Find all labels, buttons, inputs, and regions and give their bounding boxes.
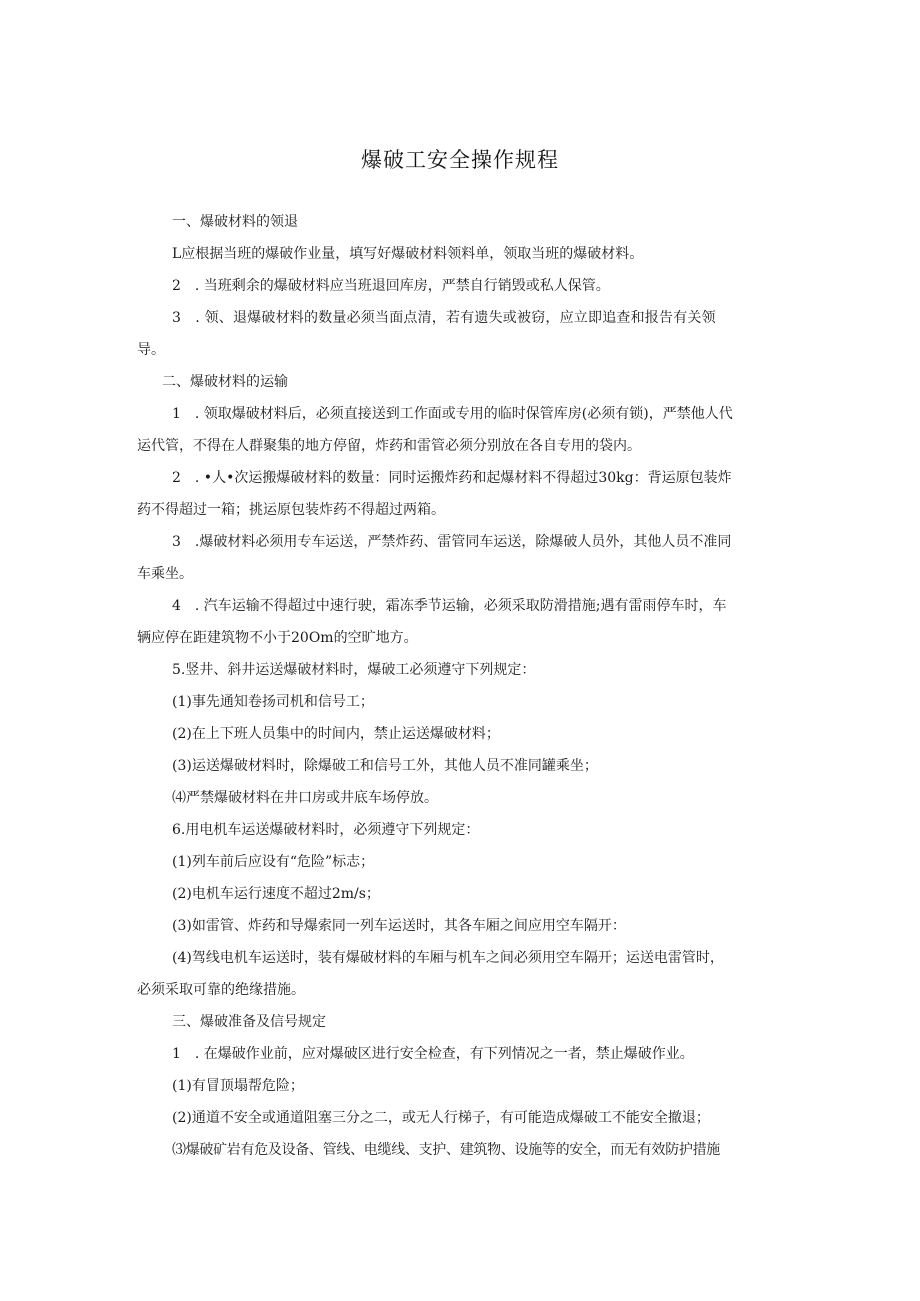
paragraph-line: (2)在上下班人员集中的时间内，禁止运送爆破材料； [172,726,500,742]
paragraph-line: (4)驾线电机车运送时，装有爆破材料的车厢与机车之间必须用空车隔开；运送电雷管时， [172,950,724,966]
section-heading-3: 三、爆破准备及信号规定 [172,1014,326,1030]
paragraph-line: 4 . 汽车运输不得超过中速行驶，霜冻季节运输，必须采取防滑措施;遇有雷雨停车时，车 [172,598,727,614]
paragraph-line: 药不得超过一箱；挑运原包装炸药不得超过两箱。 [137,502,445,518]
paragraph-line: 3 . 领、退爆破材料的数量必须当面点清，若有遗失或被窃，应立即追查和报告有关领 [172,310,716,326]
paragraph-line: 车乘坐。 [137,566,193,582]
paragraph-line: ⑶爆破矿岩有危及设备、管线、电缆线、支护、建筑物、设施等的安全，而无有效防护措施 [172,1142,720,1158]
paragraph-line: (1)有冒顶塌帮危险； [172,1078,304,1094]
section-heading-1: 一、爆破材料的领退 [172,214,298,230]
paragraph-line: 1 . 在爆破作业前，应对爆破区进行安全检查，有下列情况之一者，禁止爆破作业。 [172,1046,694,1062]
paragraph-line: (3)运送爆破材料时，除爆破工和信号工外，其他人员不准同罐乘坐； [172,758,598,774]
paragraph-line: 2 . 当班剩余的爆破材料应当班退回库房，严禁自行销毁或私人保管。 [172,278,610,294]
paragraph-line: 2 . •人•次运搬爆破材料的数量：同时运搬炸药和起爆材料不得超过30kg：背运原包装炸 [172,470,732,486]
paragraph-line: 辆应停在距建筑物不小于20Om的空旷地方。 [137,630,418,646]
section-heading-2: 二、爆破材料的运输 [162,374,288,390]
page-title: 爆破工安全操作规程 [361,148,559,172]
paragraph-line: 1 . 领取爆破材料后，必须直接送到工作面或专用的临时保管库房(必须有锁)，严禁他人代 [172,406,733,422]
paragraph-line: 6.用电机车运送爆破材料时，必须遵守下列规定： [172,822,480,838]
paragraph-line: 必须采取可靠的绝缘措施。 [137,982,305,998]
paragraph-line: 运代管，不得在人群聚集的地方停留，炸药和雷管必须分别放在各自专用的袋内。 [137,438,641,454]
paragraph-line: (1)列车前后应设有“危险”标志； [172,854,375,870]
paragraph-line: ⑷严禁爆破材料在井口房或井底车场停放。 [172,790,438,806]
paragraph-line: 导。 [137,342,165,358]
paragraph-line: L应根据当班的爆破作业量，填写好爆破材料领料单，领取当班的爆破材料。 [172,246,644,262]
paragraph-line: 5.竖井、斜井运送爆破材料时，爆破工必须遵守下列规定： [172,662,536,678]
paragraph-line: (3)如雷管、炸药和导爆索同一列车运送时，其各车厢之间应用空车隔开： [172,918,626,934]
paragraph-line: 3 .爆破材料必须用专车运送，严禁炸药、雷管同车运送，除爆破人员外，其他人员不准同 [172,534,732,550]
paragraph-line: (1)事先通知卷扬司机和信号工； [172,694,374,710]
paragraph-line: (2)通道不安全或通道阻塞三分之二，或无人行梯子，有可能造成爆破工不能安全撤退； [172,1110,710,1126]
paragraph-line: (2)电机车运行速度不超过2m/s； [172,886,380,902]
